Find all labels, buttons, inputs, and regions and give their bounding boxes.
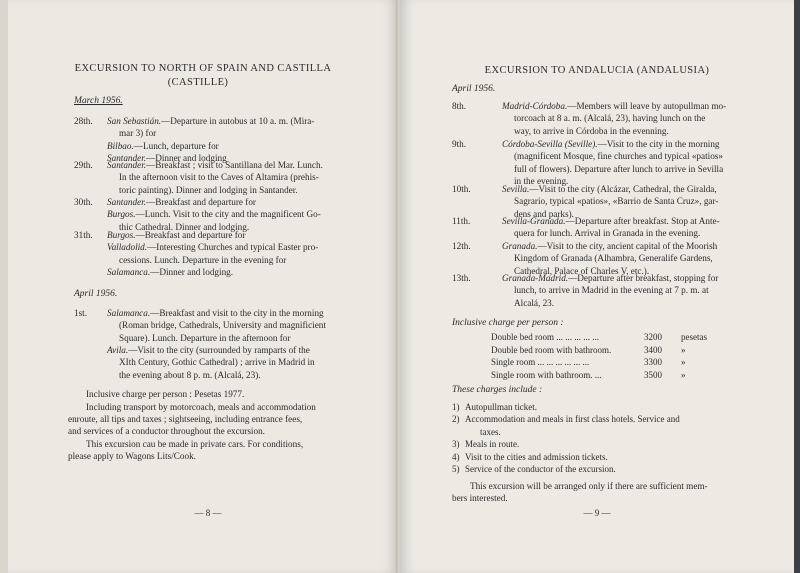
entry-line: Alcalá, 23. (514, 297, 555, 308)
entry-line: thic Cathedral. Dinner and lodging. (119, 221, 250, 232)
entry-line: Bilbao.—Lunch, departure for (107, 140, 219, 151)
entry-line: Madrid-Córdoba.—Members will leave by autopullman mo- (502, 101, 727, 111)
left-private-line-1: This excursion cau be made in private cars. For conditions, (86, 439, 304, 449)
entry-line: Sevilla.—Visit to the city (Alcázar, Cathedral, the Giralda, (502, 184, 717, 194)
entry-line: lunch, to arrive in Madrid in the evening at 7 p. m. at (514, 285, 709, 296)
entry-line: in the evening. (514, 175, 569, 186)
entry-line: dens and parks). (514, 208, 574, 219)
entry-line: Kingdom of Granada (Alhambra, Generalife Gardens, (514, 253, 713, 264)
entry-line: Cathedral, Palace of Charles V, etc.). (514, 265, 650, 276)
entry-date: 1st. (74, 308, 88, 318)
price-unit: » (681, 357, 686, 368)
price-unit: » (681, 344, 686, 355)
entry-line: Granada-Madrid.—Departure after breakfast, stopping for (502, 273, 719, 283)
left-title-line-2: (CASTILLE) (167, 77, 229, 88)
include-text: Autopullman ticket. (465, 402, 537, 412)
entry-line: Granada.—Visit to the city, ancient capital of the Moorish (502, 241, 718, 251)
left-inclusion-line-1: Including transport by motorcoach, meals and accommodation (86, 402, 316, 412)
right-page (400, 0, 794, 573)
include-number: 5) (452, 464, 460, 474)
entry-line: In the afternoon visit to the Caves of Altamira (prehis- (119, 172, 319, 183)
entry-line: way, to arrive in Córdoba in the evenning. (514, 125, 669, 136)
include-text: Visit to the cities and admission tickets. (465, 451, 608, 462)
entry-line: the evening about 8 p. m. (Alcalá, 23). (119, 369, 261, 380)
entry-date: 31th. (74, 230, 93, 240)
entry-line: Salamanca.—Dinner and lodging. (107, 266, 234, 277)
entry-line: full of flowers). Departure after lunch to arrive in Sevilla (514, 163, 724, 174)
price-room: Double bed room with bathroom. (491, 344, 612, 355)
left-inclusion-line-2: enroute, all tips and taxes ; sightseeing, including entrance fees, (68, 414, 303, 424)
entry-line: Córdoba-Sevilla (Seville).—Visit to the city in the morning (502, 139, 720, 149)
include-text: Service of the conductor of the excursion. (465, 464, 616, 474)
include-number: 1) (452, 402, 460, 412)
left-inclusion-line-3: and services of a conductor throughout the excursion. (68, 426, 265, 436)
entry-line: San Sebastián.—Departure in autobus at 10 a. m. (Mira- (107, 116, 315, 126)
price-table (491, 331, 724, 381)
entry-line: toric painting). Dinner and lodging in Santander. (119, 184, 298, 195)
entry-date: 28th. (74, 116, 93, 126)
right-charge-label: Inclusive charge per person : (452, 318, 564, 328)
include-number: 2) (452, 414, 460, 425)
entry-date: 8th. (452, 101, 467, 111)
entry-line: Santander.—Dinner and lodging (107, 152, 227, 163)
right-april-label: April 1956. (452, 84, 496, 94)
right-page-number: — 9 — (583, 508, 611, 518)
entry-line: Santander.—Breakfast ; visit to Santillana del Mar. Lunch. (107, 160, 323, 170)
entry-line: Burgos.—Breakfast and departure for (107, 230, 246, 240)
entry-line: Square). Lunch. Departure in the afternoon for (119, 332, 291, 343)
entry-line: quera for lunch. Arrival in Granada in the evening. (514, 228, 701, 239)
right-final-line-1: This excursion will be arranged only if there are sufficient mem- (470, 481, 708, 491)
entry-date: 30th. (74, 197, 93, 207)
price-row (491, 369, 724, 382)
price-unit: pesetas (681, 332, 707, 342)
left-page (8, 0, 398, 573)
left-page-number: — 8 — (194, 508, 222, 518)
entry-line: XIth Century, Gothic Cathedral) ; arrive in Madrid in (119, 357, 315, 368)
include-text: taxes. (480, 426, 501, 437)
price-row (491, 331, 724, 344)
entry-line: (magnificent Mosque, fine churches and typical «patios» (514, 151, 723, 162)
include-text: Accommodation and meals in first class hotels. Service and (465, 414, 680, 425)
entry-line: torcoach at 8 a. m. (Alcalá, 23), having lunch on the (514, 113, 706, 124)
price-room: Double bed room ... ... ... ... ... (491, 332, 599, 342)
price-room: Single room with bathroom. ... (491, 369, 602, 380)
entry-line: cessions. Lunch. Departure in the evening for (119, 254, 287, 265)
page-edge (0, 0, 8, 573)
entry-line: Sevilla-Granada.—Departure after breakfast. Stop at Ante- (502, 216, 720, 226)
entry-date: 9th. (452, 139, 467, 149)
include-number: 3) (452, 439, 460, 450)
left-april-label: April 1956. (74, 289, 118, 299)
entry-date: 12th. (452, 241, 471, 251)
entry-line: Sagrario, typical «patios», «Barrio de Santa Cruz», gar- (514, 196, 719, 207)
entry-line: (Roman bridge, Cathedrals, University and magnificient (119, 320, 326, 331)
left-march-label: March 1956. (74, 96, 123, 106)
price-amount: 3200 (644, 332, 662, 342)
price-amount: 3500 (644, 369, 662, 380)
entry-date: 29th. (74, 160, 93, 170)
left-title-line-1: EXCURSION TO NORTH OF SPAIN AND CASTILLA (74, 63, 332, 74)
entry-line: Salamanca.—Breakfast and visit to the city in the morning (107, 308, 324, 318)
entry-date: 10th. (452, 184, 471, 194)
include-text: Meals in route. (465, 439, 520, 450)
right-include-label: These charges include : (452, 385, 543, 395)
price-amount: 3400 (644, 344, 662, 355)
entry-line: mar 3) for (119, 128, 157, 139)
include-number: 4) (452, 451, 460, 462)
left-price-line: Inclusive charge per person : Pesetas 1977. (86, 389, 245, 399)
entry-date: 11th. (452, 216, 471, 226)
price-unit: » (681, 369, 686, 380)
right-title: EXCURSION TO ANDALUCIA (ANDALUSIA) (484, 65, 710, 76)
entry-line: Valladolid.—Interesting Churches and typical Easter pro- (107, 242, 319, 253)
price-amount: 3300 (644, 357, 662, 368)
left-private-line-2: please apply to Wagons Lits/Cook. (68, 451, 196, 461)
price-row (491, 344, 724, 357)
entry-date: 13th. (452, 273, 471, 283)
price-room: Single room ... ... ... ... ... ... (491, 357, 590, 368)
entry-line: Burgos.—Lunch. Visit to the city and the magnificent Go- (107, 209, 321, 220)
entry-line: Avila.—Visit to the city (surrounded by ramparts of the (107, 344, 310, 355)
price-row (491, 356, 724, 369)
right-final-line-2: bers interested. (452, 493, 508, 503)
entry-line: Santander.—Breakfast and departure for (107, 197, 256, 207)
